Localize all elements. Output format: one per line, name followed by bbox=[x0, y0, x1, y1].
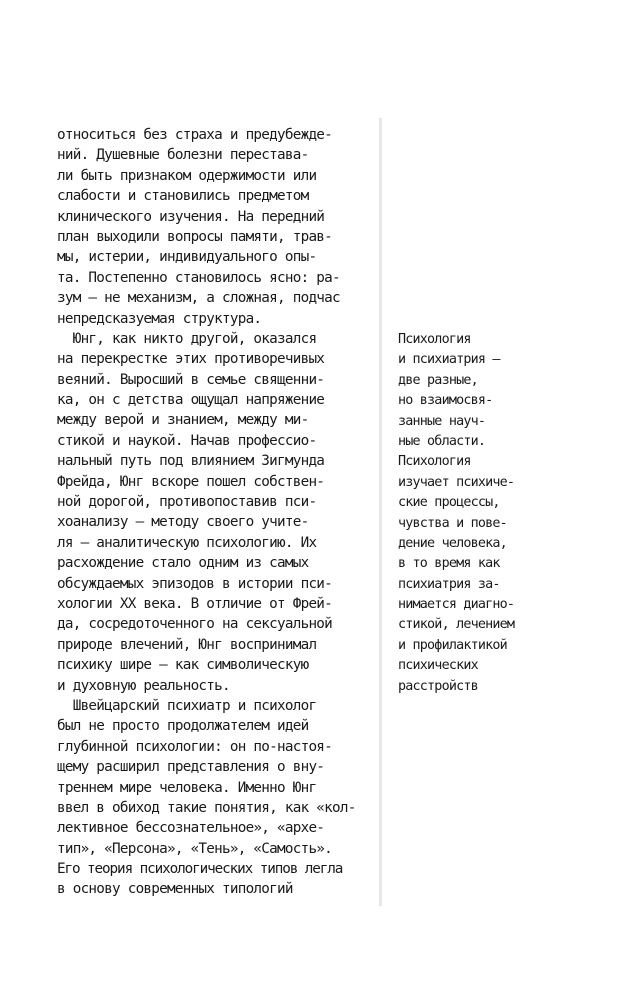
text-line: ля — аналитическую психологию. Их bbox=[57, 534, 317, 551]
text-line: в основу современных типологий bbox=[57, 881, 293, 898]
text-line: мы, истерии, индивидуального опы- bbox=[57, 249, 317, 266]
text-line: тип», «Персона», «Тень», «Самость». bbox=[57, 840, 333, 857]
sidenote-line: две разные, bbox=[398, 372, 478, 388]
text-line: слабости и становились предметом bbox=[57, 188, 309, 205]
sidenote-line: чувства и пове- bbox=[398, 515, 507, 531]
sidenote-line: дение человека, bbox=[398, 535, 507, 551]
text-line: был не просто продолжателем идей bbox=[57, 718, 309, 735]
text-line: Фрейда, Юнг вскоре пошел собствен- bbox=[57, 473, 325, 490]
sidenote-line: психиатрия за- bbox=[398, 576, 500, 592]
text-line: обсуждаемых эпизодов в истории пси- bbox=[57, 575, 333, 592]
text-line: расхождение стало одним из самых bbox=[57, 555, 309, 572]
text-line: между верой и знанием, между ми- bbox=[57, 412, 309, 429]
text-line: на перекрестке этих противоречивых bbox=[57, 351, 325, 368]
sidenote-line: Психология bbox=[398, 454, 471, 470]
paragraph-start-line: Юнг, как никто другой, оказался bbox=[57, 330, 317, 347]
sidenote-line: в то время как bbox=[398, 556, 500, 572]
text-line: да, сосредоточенного на сексуальной bbox=[57, 616, 333, 633]
sidenote-line: но взаимосвя- bbox=[398, 393, 493, 409]
text-line: клинического изучения. На передний bbox=[57, 208, 325, 225]
text-line: щему расширил представления о вну- bbox=[57, 759, 325, 776]
text-line: ввел в обиход такие понятия, как «кол- bbox=[57, 799, 356, 816]
sidenote-line: изучает психиче- bbox=[398, 474, 515, 490]
sidenote-line: Психология bbox=[398, 332, 471, 347]
text-line: лективное бессознательное», «архе- bbox=[57, 820, 325, 837]
text-line: зум — не механизм, а сложная, подчас bbox=[57, 290, 340, 307]
sidenote-line: психических bbox=[398, 658, 478, 674]
text-line: стикой и наукой. Начав профессио- bbox=[57, 432, 317, 449]
sidenote-line: расстройств bbox=[398, 678, 478, 694]
text-line: психику шире — как символическую bbox=[57, 657, 309, 674]
column-divider bbox=[379, 118, 382, 906]
sidenote-line: и психиатрия — bbox=[398, 352, 500, 368]
sidenote-line: нимается диагно- bbox=[398, 597, 515, 613]
text-line: непредсказуемая структура. bbox=[57, 310, 262, 327]
text-line: та. Постепенно становилось ясно: ра- bbox=[57, 269, 340, 286]
main-text-column bbox=[57, 125, 362, 900]
text-line: ной дорогой, противопоставив пси- bbox=[57, 494, 317, 511]
text-line: Его теория психологических типов легла bbox=[57, 861, 343, 878]
text-line: природе влечений, Юнг воспринимал bbox=[57, 636, 317, 653]
text-line: относиться без страха и предубежде- bbox=[57, 127, 333, 143]
paragraph-start-line: Швейцарский психиатр и психолог bbox=[57, 697, 317, 714]
text-line: хологии XX века. В отличие от Фрей- bbox=[57, 595, 333, 612]
text-line: нальный путь под влиянием Зигмунда bbox=[57, 453, 325, 470]
text-line: ли быть признаком одержимости или bbox=[57, 167, 317, 184]
text-line: ний. Душевные болезни переставa- bbox=[57, 147, 309, 164]
text-line: хоанализу — методу своего учите- bbox=[57, 514, 309, 531]
sidenote-line: и профилактикой bbox=[398, 637, 507, 653]
sidenote bbox=[398, 330, 598, 697]
text-line: треннем мире человека. Именно Юнг bbox=[57, 779, 317, 796]
text-line: ка, он с детства ощущал напряжение bbox=[57, 392, 325, 409]
sidenote-line: ские процессы, bbox=[398, 495, 500, 511]
sidenote-line: ные области. bbox=[398, 433, 486, 449]
text-line: глубинной психологии: он по-настоя- bbox=[57, 738, 333, 755]
text-line: веяний. Выросший в семье священни- bbox=[57, 371, 325, 388]
sidenote-line: занные науч- bbox=[398, 413, 486, 429]
sidenote-line: стикой, лечением bbox=[398, 617, 515, 633]
text-line: и духовную реальность. bbox=[57, 677, 230, 694]
text-line: план выходили вопросы памяти, трав- bbox=[57, 228, 333, 245]
